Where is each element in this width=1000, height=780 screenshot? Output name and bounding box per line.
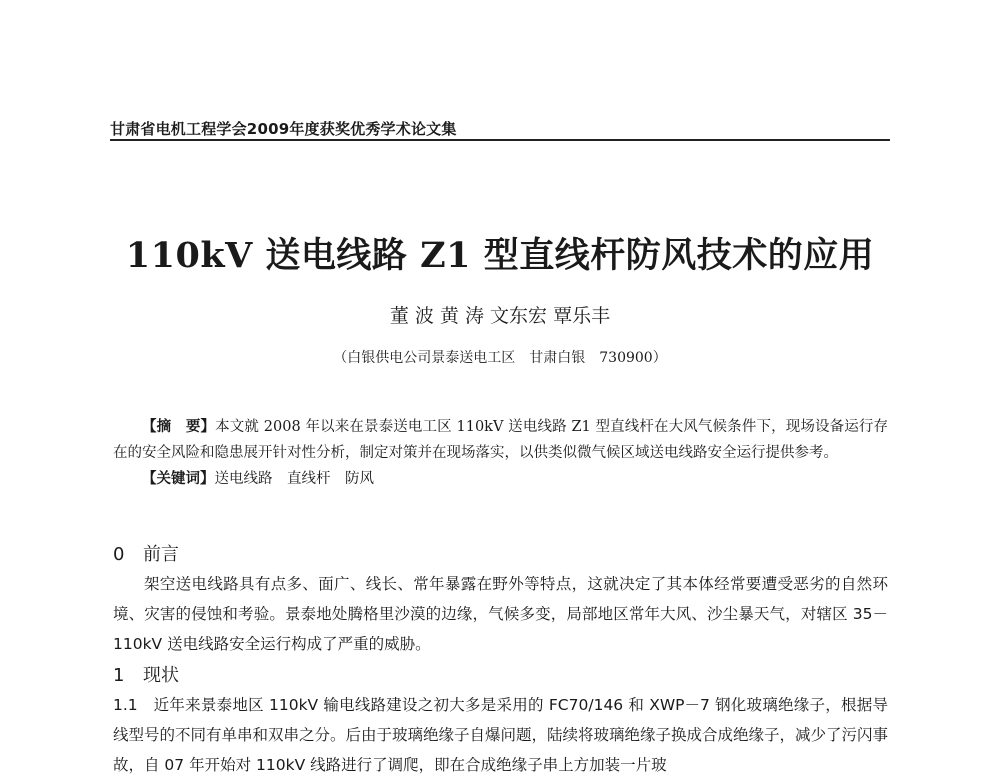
paper-affiliation: （白银供电公司景泰送电工区 甘肃白银 730900） [333,350,667,366]
keywords-text: 送电线路 直线杆 防风 [214,471,374,487]
section-heading [113,661,179,687]
running-header: 甘肃省电机工程学会2009年度获奖优秀学术论文集 [110,120,457,138]
keywords-label: 【关键词】 [142,471,215,487]
section-body: 1.1 近年来景泰地区 110kV 输电线路建设之初大多是采用的 FC70/146 和 XWP－7 钢化玻璃绝缘子，根据导线型号的不同有单串和双串之分。后由于玻璃绝缘子自爆问题，陆续将玻璃绝缘子换成合成绝缘子，减少了污闪事故，自 07 年开始对 110kV 线路进行了调爬，即在合成绝缘子串上方加装一片玻 [113,696,889,774]
abstract-text: 本文就 2008 年以来在景泰送电工区 110kV 送电线路 Z1 型直线杆在大风气候条件下，现场设备运行存在的安全风险和隐患展开针对性分析，制定对策并在现场落实，以供类似微气候区域送电线路安全运行提供参考。 [113,419,889,461]
abstract-block [113,414,888,492]
section-body: 架空送电线路具有点多、面广、线长、常年暴露在野外等特点，这就决定了其本体经常要遭受恶劣的自然环境、灾害的侵蚀和考验。景泰地处腾格里沙漠的边缘，气候多变，局部地区常年大风、沙尘暴天气，对辖区 35－110kV 送电线路安全运行构成了严重的威胁。 [113,575,888,653]
section-number: 1 [113,665,125,686]
section-title: 现状 [143,665,179,686]
abstract-paragraph [113,414,888,466]
abstract-label: 【摘 要】 [142,419,216,435]
paper-title: 110kV 送电线路 Z1 型直线杆防风技术的应用 [125,235,875,276]
section-title: 前言 [143,544,179,565]
paper-authors: 董 波 黄 涛 文东宏 覃乐丰 [389,305,611,327]
section-number: 0 [113,544,125,565]
section-heading [113,540,179,566]
header-rule [110,139,890,141]
keywords-line [113,466,888,492]
